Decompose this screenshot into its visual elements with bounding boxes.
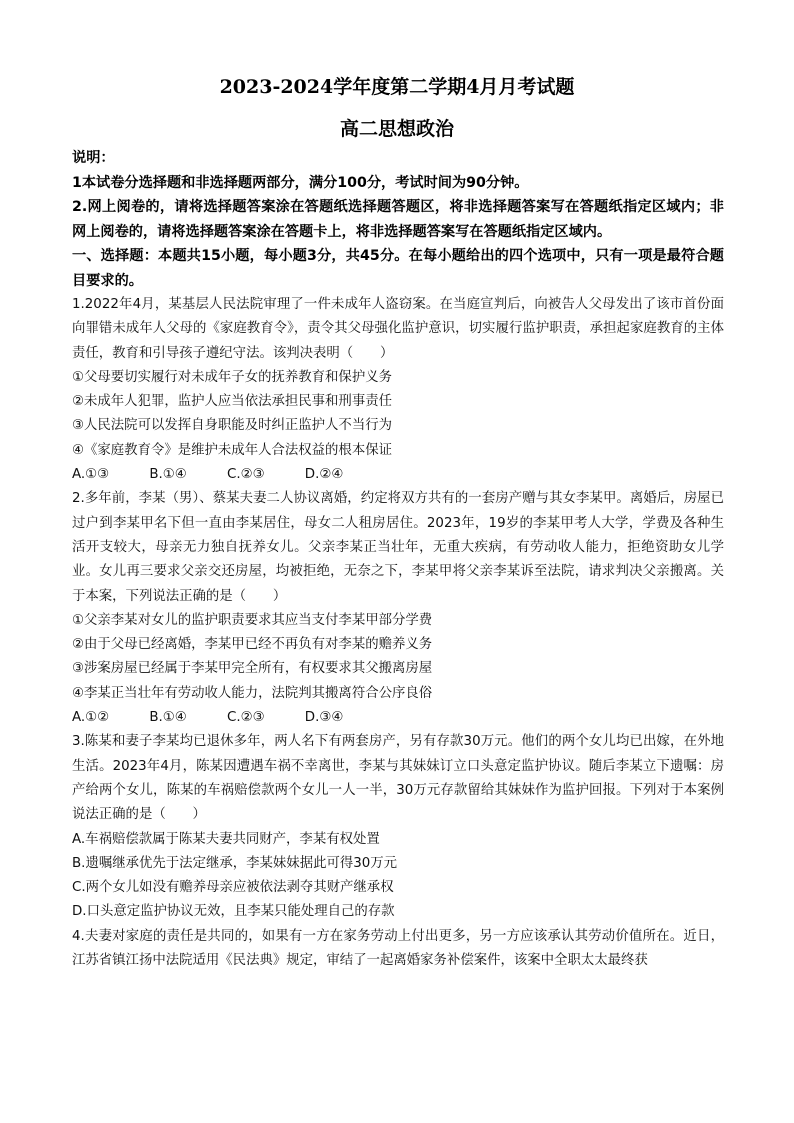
statement: ②由于父母已经离婚，李某甲已经不再负有对李某的赡养义务: [72, 637, 433, 653]
option: B.遗嘱继承优先于法定继承，李某妹妹据此可得30万元: [72, 855, 398, 871]
statement: ③涉案房屋已经属于李某甲完全所有，有权要求其父搬离房屋: [72, 661, 433, 677]
option: D.口头意定监护协议无效，且李某只能处理自己的存款: [72, 904, 395, 920]
option: C.两个女儿如没有赡养母亲应被依法剥夺其财产继承权: [72, 880, 394, 896]
answer-choices: A.①③ B.①④ C.②③ D.②④: [72, 467, 344, 483]
statement: ②未成年人犯罪，监护人应当依法承担民事和刑事责任: [72, 394, 392, 410]
instructions-label: 说明：: [72, 150, 115, 166]
option: A.车祸赔偿款属于陈某夫妻共同财产，李某有权处置: [72, 831, 380, 847]
exam-body: [72, 146, 724, 973]
exam-subject: 高二思想政治: [339, 118, 454, 140]
answer-choices: A.①② B.①④ C.②③ D.③④: [72, 710, 344, 726]
section-heading: 一、选择题：本题共15小题，每小题3分，共45分。在每小题给出的四个选项中，只有一项是最符合题目要求的。: [72, 248, 724, 289]
instruction-item: 1本试卷分选择题和非选择题两部分，满分100分，考试时间为90分钟。: [72, 174, 529, 191]
instruction-item: 2.网上阅卷的，请将选择题答案涂在答题纸选择题答题区，将非选择题答案写在答题纸指定区域内；非网上阅卷的，请将选择题答案涂在答题卡上，将非选择题答案写在答题纸指定区域内。: [72, 199, 724, 240]
question-stem: 3.陈某和妻子李某均已退休多年，两人名下有两套房产，另有存款30万元。他们的两个女儿均已出嫁，在外地生活。2023年4月，陈某因遭遇车祸不幸离世，李某与其妹妹订立口头意定监护协议。随后李某立下遗嘱：房产给两个女儿，陈某的车祸赔偿款两个女儿一人一半，30万元存款留给其妹妹作为监护回报。下列对于本案例说法正确的是（ ）: [72, 734, 724, 823]
statement: ③人民法院可以发挥自身职能及时纠正监护人不当行为: [72, 418, 392, 434]
statement: ④李某正当壮年有劳动收人能力，法院判其搬离符合公序良俗: [72, 685, 433, 701]
question-stem: 1.2022年4月，某基层人民法院审理了一件未成年人盗窃案。在当庭宣判后，向被告人父母发出了该市首份面向罪错未成年人父母的《家庭教育令》，责令其父母强化监护意识，切实履行监护职责，承担起家庭教育的主体责任，教育和引导孩子遵纪守法。该判决表明（ ）: [72, 297, 724, 361]
question-stem: 4.夫妻对家庭的责任是共同的，如果有一方在家务劳动上付出更多，另一方应该承认其劳动价值所在。近日，江苏省镇江扬中法院适用《民法典》规定，审结了一起离婚家务补偿案件，该案中全职太太最终获: [72, 928, 724, 969]
question-stem: 2.多年前，李某（男）、蔡某夫妻二人协议离婚，约定将双方共有的一套房产赠与其女李某甲。离婚后，房屋已过户到李某甲名下但一直由李某居住，母女二人租房居住。2023年，19岁的李某甲考人大学，学费及各种生活开支较大，母亲无力独自抚养女儿。父亲李某正当壮年，无重大疾病，有劳动收人能力，拒绝资助女儿学业。女儿再三要求父亲交还房屋，均被拒绝，无奈之下，李某甲将父亲李某诉至法院，请求判决父亲搬离。关于本案，下列说法正确的是（ ）: [72, 491, 724, 604]
statement: ④《家庭教育令》是维护未成年人合法权益的根本保证: [72, 442, 392, 458]
statement: ①父亲李某对女儿的监护职责要求其应当支付李某甲部分学费: [72, 612, 433, 628]
exam-title: 2023-2024学年度第二学期4月月考试题: [219, 76, 575, 98]
statement: ①父母要切实履行对未成年子女的抚养教育和保护义务: [72, 369, 392, 385]
